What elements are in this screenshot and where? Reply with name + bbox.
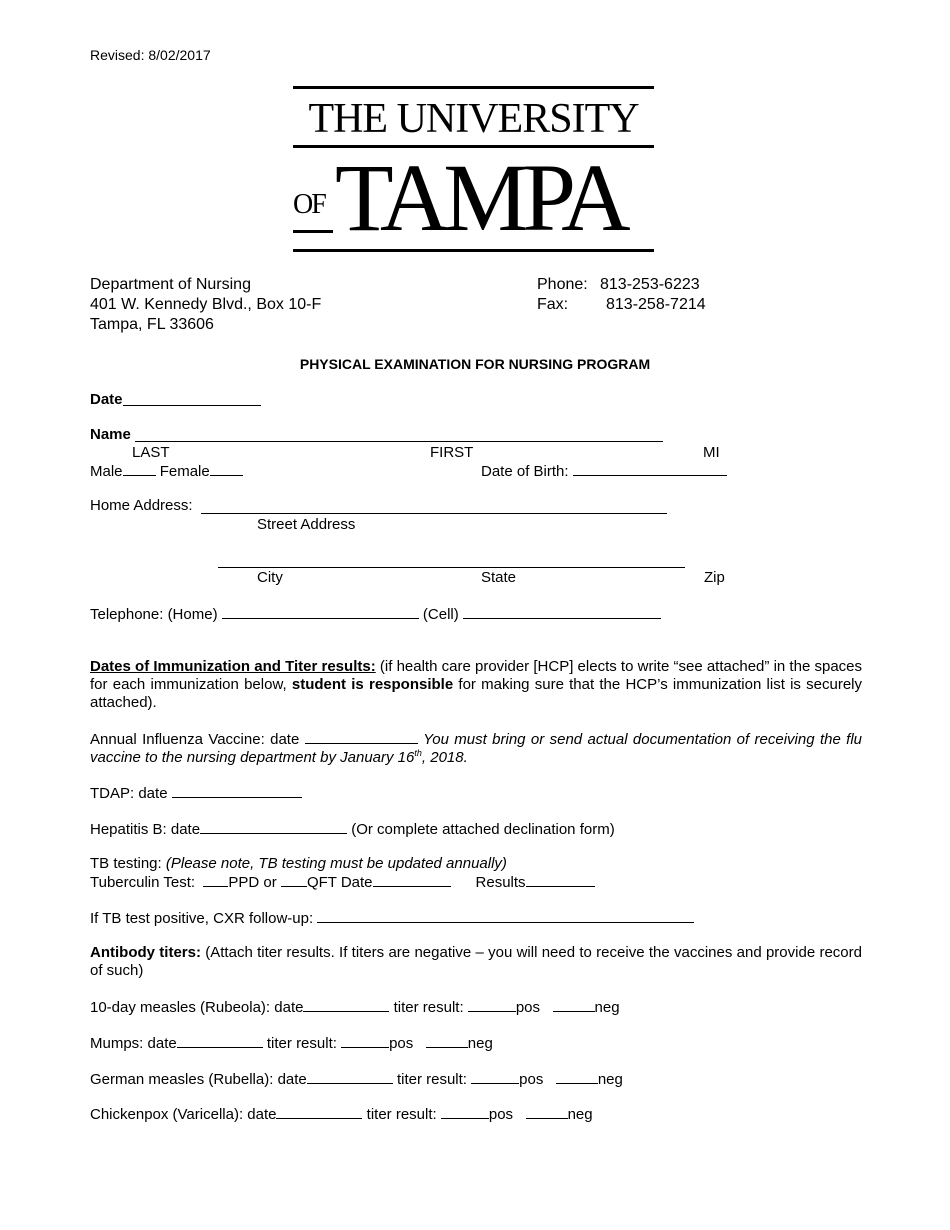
tb-testing-row xyxy=(90,855,507,873)
name-first-caption: FIRST xyxy=(430,444,474,461)
state-caption: State xyxy=(481,569,517,586)
titer-row-mumps xyxy=(90,1034,493,1053)
qft-field[interactable] xyxy=(281,873,307,887)
titer-neg-label: neg xyxy=(594,999,620,1016)
hepatitis-b-date-field[interactable] xyxy=(200,820,347,834)
titer-neg-label: neg xyxy=(567,1106,593,1123)
titer-row-label: German measles (Rubella): date xyxy=(90,1071,307,1088)
female-field[interactable] xyxy=(210,462,243,476)
student-responsible-text: student is responsible xyxy=(291,676,454,693)
fax-number: 813-258-7214 xyxy=(606,296,706,313)
influenza-note: You must bring or send actual documentation of receiving the flu vaccine to the nursing department by January 16 xyxy=(90,731,863,766)
titer-row-label: Chickenpox (Varicella): date xyxy=(90,1106,277,1123)
fax-label: Fax: xyxy=(537,296,569,313)
cxr-label: If TB test positive, CXR follow-up: xyxy=(90,910,314,927)
ppd-label: PPD or xyxy=(228,874,277,891)
dob-row xyxy=(481,462,727,481)
tdap-date-field[interactable] xyxy=(172,784,302,798)
titer-date-field[interactable] xyxy=(303,998,389,1012)
titer-date-field[interactable] xyxy=(307,1070,393,1084)
tb-testing-label: TB testing: xyxy=(90,855,162,872)
tdap-row xyxy=(90,784,302,803)
form-title: PHYSICAL EXAMINATION FOR NURSING PROGRAM xyxy=(299,356,651,372)
city-caption: City xyxy=(257,569,283,586)
titer-neg-label: neg xyxy=(597,1071,623,1088)
logo-of-underline xyxy=(293,230,333,233)
tb-results-field[interactable] xyxy=(526,873,595,887)
titer-row-rubella xyxy=(90,1070,623,1089)
name-label: Name xyxy=(90,426,131,443)
qft-date-label: QFT Date xyxy=(306,874,373,891)
department-address-line2: Tampa, FL 33606 xyxy=(90,316,214,333)
home-phone-field[interactable] xyxy=(222,605,419,619)
tdap-label: TDAP: date xyxy=(90,785,168,802)
titer-result-label: titer result: xyxy=(393,999,464,1016)
influenza-note-superscript: th xyxy=(414,748,422,758)
date-field[interactable] xyxy=(123,405,261,406)
zip-caption: Zip xyxy=(704,569,725,586)
ppd-field[interactable] xyxy=(203,873,228,887)
tb-testing-note: (Please note, TB testing must be updated annually) xyxy=(165,855,507,872)
immunization-intro-text: (if health care provider [HCP] elects to write “see attached” in the spaces for each immunization below, xyxy=(90,658,862,693)
titer-row-label: Mumps: date xyxy=(90,1035,177,1052)
name-mi-caption: MI xyxy=(703,444,720,461)
immunization-heading: Dates of Immunization and Titer results: xyxy=(90,658,376,675)
home-phone-label: Telephone: (Home) xyxy=(90,606,218,623)
antibody-heading: Antibody titers: xyxy=(90,944,201,961)
titer-pos-field[interactable] xyxy=(468,998,516,1012)
hepatitis-b-label: Hepatitis B: date xyxy=(90,821,201,838)
hepatitis-b-row xyxy=(90,820,615,839)
cell-phone-label: (Cell) xyxy=(422,606,459,623)
titer-row-rubeola xyxy=(90,998,620,1017)
telephone-row xyxy=(90,605,661,624)
department-name: Department of Nursing xyxy=(90,276,251,293)
titer-pos-field[interactable] xyxy=(441,1105,489,1119)
titer-pos-label: pos xyxy=(389,1035,414,1052)
influenza-date-field[interactable] xyxy=(305,730,418,744)
logo-rule-bottom xyxy=(293,249,654,252)
male-field[interactable] xyxy=(123,462,156,476)
logo-text-tampa: TAMPA xyxy=(335,144,625,251)
titer-neg-field[interactable] xyxy=(556,1070,598,1084)
immunization-intro-end: for making sure that the HCP’s immunization list is securely attached). xyxy=(90,676,863,711)
phone-label: Phone: xyxy=(537,276,588,293)
cell-phone-field[interactable] xyxy=(463,605,661,619)
name-last-caption: LAST xyxy=(132,444,170,461)
logo-text-line1: THE UNIVERSITY xyxy=(308,96,639,142)
influenza-row xyxy=(90,730,862,767)
titer-neg-field[interactable] xyxy=(426,1034,468,1048)
street-address-field[interactable] xyxy=(201,513,667,514)
titer-pos-label: pos xyxy=(515,999,541,1016)
titer-row-varicella xyxy=(90,1105,593,1124)
home-address-label: Home Address: xyxy=(90,497,193,514)
logo-text-of: OF xyxy=(293,189,325,220)
cxr-field[interactable] xyxy=(317,909,694,923)
dob-label: Date of Birth: xyxy=(481,463,569,480)
titer-pos-field[interactable] xyxy=(471,1070,519,1084)
titer-date-field[interactable] xyxy=(177,1034,263,1048)
antibody-intro-text: (Attach titer results. If titers are negative – you will need to receive the vaccines and provide record of such) xyxy=(90,944,862,979)
phone-number: 813-253-6223 xyxy=(600,276,700,293)
tb-date-field[interactable] xyxy=(373,873,451,887)
male-label: Male xyxy=(90,463,123,480)
titer-pos-field[interactable] xyxy=(341,1034,389,1048)
immunization-intro xyxy=(90,658,862,712)
antibody-intro xyxy=(90,944,862,980)
titer-neg-field[interactable] xyxy=(526,1105,568,1119)
logo-rule-top xyxy=(293,86,654,89)
hepatitis-b-note: (Or complete attached declination form) xyxy=(351,821,615,838)
name-field[interactable] xyxy=(135,441,663,442)
tb-results-label: Results xyxy=(475,874,526,891)
female-label: Female xyxy=(159,463,210,480)
titer-result-label: titer result: xyxy=(396,1071,467,1088)
influenza-label: Annual Influenza Vaccine: date xyxy=(90,731,300,748)
sex-row xyxy=(90,462,243,481)
revised-date: Revised: 8/02/2017 xyxy=(90,47,211,63)
city-state-zip-field[interactable] xyxy=(218,567,685,568)
titer-neg-field[interactable] xyxy=(553,998,595,1012)
department-address-line1: 401 W. Kennedy Blvd., Box 10-F xyxy=(90,296,322,313)
titer-result-label: titer result: xyxy=(266,1035,337,1052)
titer-pos-label: pos xyxy=(519,1071,544,1088)
cxr-row xyxy=(90,909,694,928)
street-address-caption: Street Address xyxy=(257,516,356,533)
titer-row-label: 10-day measles (Rubeola): date xyxy=(90,999,304,1016)
tuberculin-label: Tuberculin Test: xyxy=(90,874,196,891)
titer-result-label: titer result: xyxy=(366,1106,437,1123)
dob-field[interactable] xyxy=(573,462,727,476)
titer-date-field[interactable] xyxy=(276,1105,362,1119)
titer-pos-label: pos xyxy=(488,1106,514,1123)
influenza-note-end: , 2018. xyxy=(421,749,468,766)
tuberculin-row xyxy=(90,873,595,892)
date-label: Date xyxy=(90,391,123,408)
titer-neg-label: neg xyxy=(467,1035,493,1052)
